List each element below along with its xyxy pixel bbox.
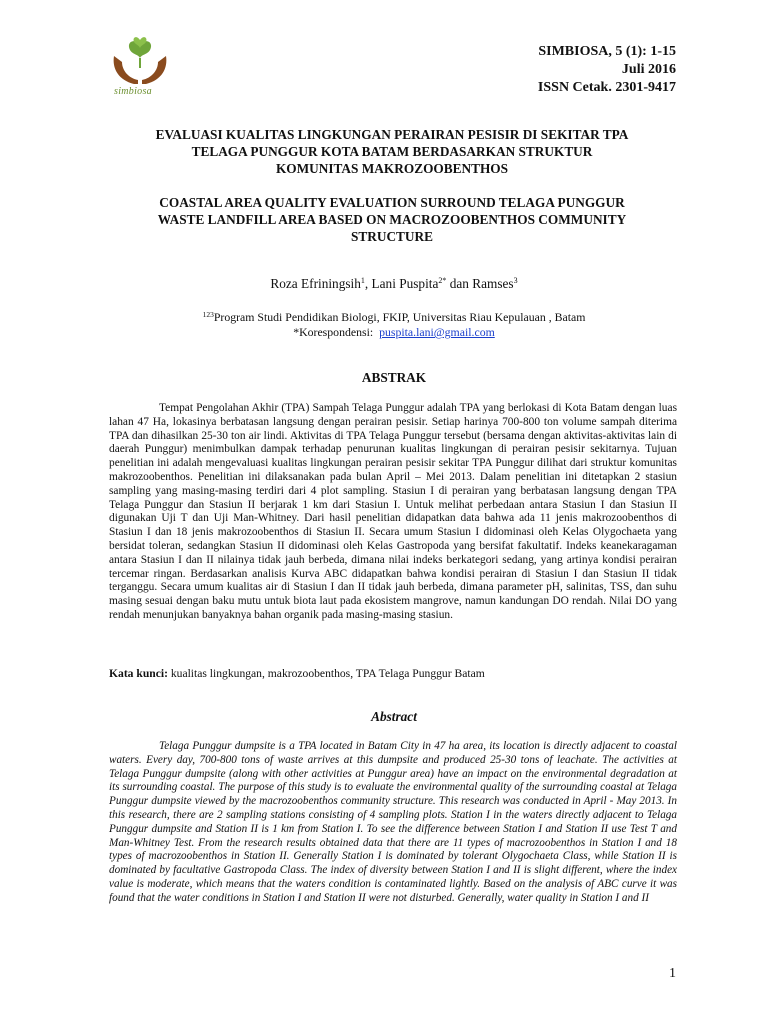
- keywords-text: kualitas lingkungan, makrozoobenthos, TPA Telaga Punggur Batam: [167, 667, 485, 680]
- correspondence-label: *Korespondensi:: [293, 325, 374, 339]
- title-id-line-3: KOMUNITAS MAKROZOOBENTHOS: [275, 161, 509, 176]
- title-en-line-2: WASTE LANDFILL AREA BASED ON MACROZOOBENTHOS COMMUNITY: [157, 212, 627, 227]
- abstract-paragraph: Telaga Punggur dumpsite is a TPA located in Batam City in 47 ha area, its location is directly adjacent to coastal waters. Every day, 700-800 tons of waste arrives at this dumpsite and produced 25-30 tons of leachate. The activities at Telaga Punggur dumpsite (along with other activities at Punggur area) have an impact on the environmental degradation at its surrounding coastal. The purpose of this study is to evaluate the environmental quality of the surrounding coastal at Telaga Punggur dumpsite viewed by the macrozoobenthos community structure. This research was conducted in April - May 2013. In this research, there are 2 sampling stations consisting of 4 sampling plots. Station I in the waters directly adjacent to Telaga Punggur dumpsite and Station II is 1 km from Station I. To see the difference between Station I and Station II use Test T and Man-Whitney Test. From the research results obtained data that there are 11 types of macrozoobenthos in Station I and 18 types of macrozoobenthos in Station II. Generally Station I is dominated by tolerant Olygochaeta Class, while Station II is dominated by facultative Gastropoda Class. The index of diversity between Station I and II is slight different, where the index value is moderate, which means that the waters condition is contaminated lightly. Based on the analysis of ABC curve it was found that the water conditions in Station I and Station II were not disturbed. Generally, water quality in Station I and II: [109, 740, 677, 904]
- journal-volume: SIMBIOSA, 5 (1): 1-15: [538, 44, 676, 59]
- abstrak-body: [109, 402, 677, 623]
- abstract-body: [109, 740, 677, 906]
- abstract-heading: Abstract: [371, 709, 417, 724]
- abstrak-heading: ABSTRAK: [361, 370, 427, 385]
- page-number: 1: [669, 966, 676, 981]
- author-3: dan Ramses: [446, 276, 514, 291]
- affiliation-text: Program Studi Pendidikan Biologi, FKIP, Universitas Riau Kepulauan , Batam: [213, 310, 586, 324]
- title-english: [96, 194, 688, 245]
- keywords: [109, 667, 677, 680]
- logo-wordmark: simbiosa: [114, 86, 152, 97]
- author-3-affil: 3: [513, 276, 518, 285]
- journal-info: [538, 43, 676, 97]
- author-list: [96, 276, 692, 292]
- journal-issn: ISSN Cetak. 2301-9417: [537, 80, 676, 95]
- title-indonesian: [96, 126, 688, 177]
- author-2-affil: 2*: [438, 276, 447, 285]
- journal-date: Juli 2016: [621, 62, 676, 77]
- journal-logo: [104, 36, 176, 102]
- affiliation-marker: 123: [202, 310, 214, 319]
- title-en-line-3: STRUCTURE: [350, 229, 433, 244]
- title-id-line-2: TELAGA PUNGGUR KOTA BATAM BERDASARKAN STRUKTUR: [191, 144, 593, 159]
- title-id-line-1: EVALUASI KUALITAS LINGKUNGAN PERAIRAN PESISIR DI SEKITAR TPA: [155, 127, 629, 142]
- abstrak-paragraph: Tempat Pengolahan Akhir (TPA) Sampah Telaga Punggur adalah TPA yang berlokasi di Kota Batam dengan luas lahan 47 Ha, lokasinya berbatasan langsung dengan perairan pesisir. Setiap harinya 700-800 ton volume sampah diterima TPA dan dihasilkan 25-30 ton air lindi. Aktivitas di TPA Telaga Punggur tersebut (bersama dengan aktivitas-aktivitas lain di daerah Punggur) menimbulkan dampak terhadap penurunan kualitas lingkungan di perairan pesisir sekitarnya. Tujuan penelitian ini adalah mengevaluasi kualitas lingkungan perairan pesisir sekitar TPA Punggur dilihat dari struktur komunitas makrozoobenthos. Penelitian ini dilaksanakan pada bulan April – Mei 2013. Dalam penelitian ini ditetapkan 2 stasiun sampling yang masing-masing terdiri dari 4 plot sampling. Stasiun I di perairan yang berbatasan langsung dengan TPA Telaga Punggur dan Stasiun II berjarak 1 km dari Stasiun I. Untuk melihat perbedaan antara Stasiun I dan Stasiun II digunakan Uji T dan Uji Man-Whitney. Dari hasil penelitian didapatkan data bahwa ada 11 jenis makrozoobenthos di Stasiun I dan 18 jenis makrozoobenthos di Stasiun II. Secara umum Stasiun I didominasi oleh Kelas Olygochaeta yang bersidat toleran, sedangkan Stasiun II didominasi oleh Kelas Gastropoda yang bersifat fakultatif. Indeks keanekaragaman antara Stasiun I dan II nilainya tidak jauh berbeda, dimana nilai indeks berkategori sedang, yang artinya kondisi perairan tercemar ringan. Berdasarkan analisis Kurva ABC didapatkan bahwa kondisi perairan di Stasiun I dan Stasiun II tidak terganggu. Secara umum kualitas air di Stasiun I dan II tidak jauh berbeda, dimana parameter pH, salinitas, TSS, dan suhu masing sesuai dengan baku mutu untuk biota laut pada ekosistem mangrove, namun kandungan DO rendah. Nilai DO yang rendah menunjukan banyaknya bahan organik pada masing-masing stasiun.: [109, 402, 677, 621]
- affiliation: [96, 307, 692, 340]
- keywords-label: Kata kunci:: [109, 667, 168, 680]
- title-en-line-1: COASTAL AREA QUALITY EVALUATION SURROUND TELAGA PUNGGUR: [159, 195, 625, 210]
- email-link[interactable]: puspita.lani@gmail.com: [379, 325, 495, 339]
- author-2: , Lani Puspita: [364, 276, 439, 291]
- author-1: Roza Efriningsih: [270, 276, 361, 291]
- author-1-affil: 1: [360, 276, 365, 285]
- hands-with-leaf-icon: [104, 36, 176, 92]
